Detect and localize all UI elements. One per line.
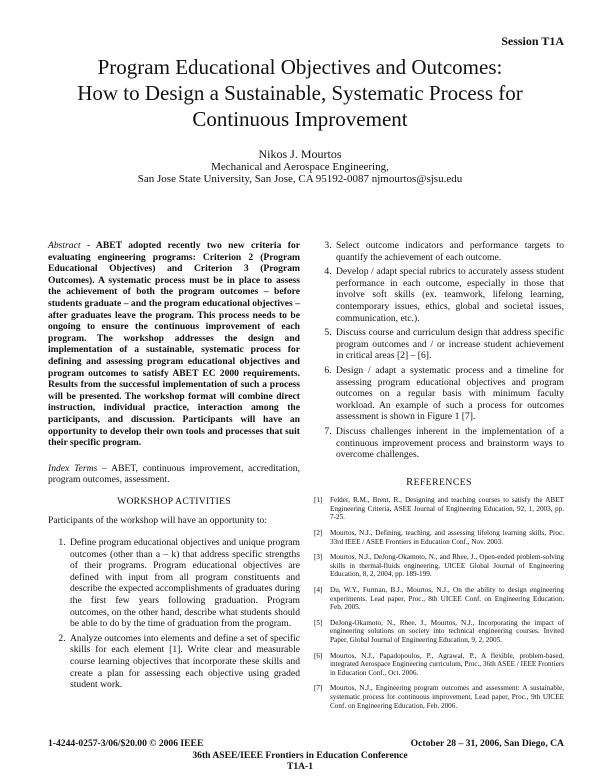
list-item: 1. Define program educational objectives and unique program outcomes (other than a – k) that address specific strengths of their programs. Program educational objectives are defined with input from all program constituents and describe the expected accomplishments of graduates during the first few years following graduation. Program outcomes, on the other hand, describe what students should be able to do by the time of graduation from the program. bbox=[68, 537, 300, 630]
index-terms bbox=[48, 463, 300, 486]
footer-isbn: 1-4244-0257-3/06/$20.00 © 2006 IEEE bbox=[48, 738, 204, 749]
paper-title bbox=[40, 54, 560, 132]
abstract-body: - ABET adopted recently two new criteria for evaluating engineering programs: Criterion 2 (Program Educational Objectives) and Criterion 3 (Program Outcomes). A systematic process must be in place to assess the achievement of both the program outcomes – before students graduate – and the program educational objectives – after graduates leave the program. This process needs to be ongoing to ensure the continuous improvement of each program. The workshop addresses the design and implementation of a sustainable, systematic process for defining and assessing program educational objectives and program outcomes to satisfy ABET EC 2000 requirements. Results from the successful implementation of such a process will be presented. The workshop format will combine direct instruction, individual practice, interaction among the participants, and discussion. Participants will have an opportunity to develop their own tools and processes that suit their specific program. bbox=[48, 240, 300, 449]
index-terms-lead: Index Terms bbox=[48, 462, 98, 474]
reference-item: [5] DeJong-Okamoto, N., Rhee, J., Mourtos, N.J., Incorporating the impact of engineering solutions on society into technical engineering courses. Invited Paper, Global Journal of Engineering Education, 9, 2, 2005. bbox=[314, 618, 564, 644]
title-line-3: Continuous Improvement bbox=[192, 107, 408, 131]
list-item: 3. Select outcome indicators and performance targets to quantify the achievement of each outcome. bbox=[334, 240, 564, 263]
index-terms-body: – ABET, continuous improvement, accreditation, program outcomes, assessment. bbox=[48, 462, 300, 486]
session-label: Session T1A bbox=[501, 34, 564, 48]
right-column bbox=[314, 240, 564, 717]
list-item: 2. Analyze outcomes into elements and define a set of specific skills for each element [1]. Write clear and measurable course learning objectives that incorporate these skills and create a plan for assessing each objective using graded student work. bbox=[68, 633, 300, 691]
footer-date: October 28 – 31, 2006, San Diego, CA bbox=[410, 738, 564, 749]
left-column bbox=[48, 240, 300, 694]
author-block bbox=[0, 148, 600, 185]
list-item: 7. Discuss challenges inherent in the implementation of a continuous improvement process and brainstorm ways to overcome challenges. bbox=[334, 426, 564, 461]
title-line-2: How to Design a Sustainable, Systematic Process for bbox=[77, 81, 523, 105]
reference-item: [1] Felder, R.M., Brent, R., Designing and teaching courses to satisfy the ABET Engineering Criteria, ASEE Journal of Engineering Education, 92, 1, 2003, pp. 7-25. bbox=[314, 496, 564, 522]
author-department: Mechanical and Aerospace Engineering, bbox=[211, 161, 389, 173]
activities-list-right bbox=[314, 240, 564, 461]
reference-item: [4] Du, W.Y., Furman, B.J., Mourtos, N.J., On the ability to design engineering experiments. Lead paper, Proc., 8th UICEE Conf. on Engineering Education, Feb. 2005. bbox=[314, 586, 564, 612]
reference-item: [6] Mourtos, N.J., Papadopoulos, P., Agrawal, P., A flexible, problem-based, integrated Aerospace Engineering curriculum, Proc., 36th ASEE / IEEE Frontiers in Education Conf., Oct. 2006. bbox=[314, 651, 564, 677]
reference-item: [2] Mourtos, N.J., Defining, teaching, and assessing lifelong learning skills, Proc. 33rd IEEE / ASEE Frontiers in Education Conf., Nov. 2003. bbox=[314, 529, 564, 546]
abstract bbox=[48, 240, 300, 449]
list-item: 6. Design / adapt a systematic process and a timeline for assessing program educational objectives and program outcomes on a regular basis with minimum faculty workload. An example of such a process for outcomes assessment is shown in Figure 1 [7]. bbox=[334, 365, 564, 423]
author-name: Nikos J. Mourtos bbox=[258, 147, 342, 161]
references-heading: REFERENCES bbox=[406, 476, 472, 488]
author-affiliation: San Jose State University, San Jose, CA 95192-0087 njmourtos@sjsu.edu bbox=[137, 173, 463, 185]
workshop-heading: WORKSHOP ACTIVITIES bbox=[117, 495, 231, 507]
title-line-1: Program Educational Objectives and Outcomes: bbox=[97, 55, 503, 79]
list-item: 4. Develop / adapt special rubrics to accurately assess student performance in each outcome, especially in those that involve soft skills (ex. teamwork, lifelong learning, contemporary issues, ethics, global and societal issues, communication, etc.). bbox=[334, 266, 564, 324]
list-item: 5. Discuss course and curriculum design that address specific program outcomes and / or increase student achievement in critical areas [2] – [6]. bbox=[334, 327, 564, 362]
workshop-intro: Participants of the workshop will have an opportunity to: bbox=[48, 515, 268, 527]
page-number: T1A-1 bbox=[286, 761, 314, 772]
abstract-lead: Abstract bbox=[48, 240, 81, 251]
footer-conference-name: 36th ASEE/IEEE Frontiers in Education Conference bbox=[192, 750, 408, 761]
reference-item: [7] Mourtos, N.J., Engineering program outcomes and assessment: A sustainable, systematic process for continuous improvement, Lead paper, Proc., 9th UICEE Conf. on Engineering Education, Feb. 2006. bbox=[314, 684, 564, 710]
footer-conference bbox=[0, 750, 600, 772]
activities-list-left bbox=[48, 537, 300, 691]
reference-item: [3] Mourtos, N.J., DeJong-Okamoto, N., and Rhee, J., Open-ended problem-solving skills in thermal-fluids engineering, UICEE Global Journal of Engineering Education, 8, 2, 2004, pp. 189-199. bbox=[314, 553, 564, 579]
references-list bbox=[314, 496, 564, 710]
